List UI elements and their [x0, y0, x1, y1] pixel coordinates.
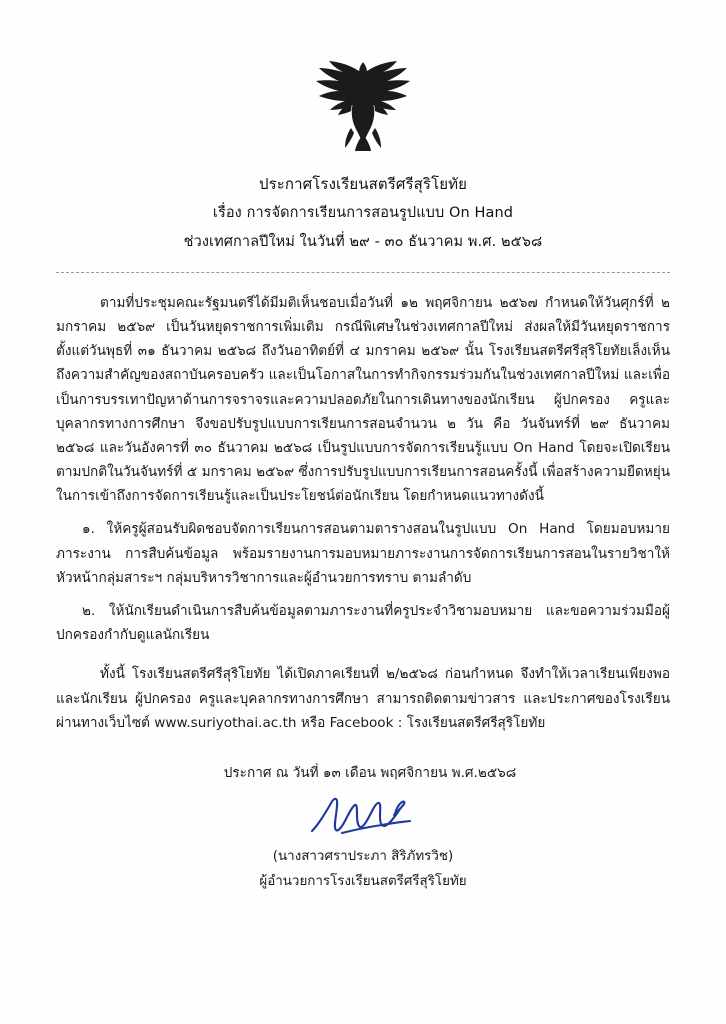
dashed-divider — [56, 272, 670, 273]
paragraph-intro: ตามที่ประชุมคณะรัฐมนตรีได้มีมติเห็นชอบเมื่อวันที่ ๑๒ พฤศจิกายน ๒๕๖๗ กำหนดให้วันศุกร์ที่ ๒ มกราคม ๒๕๖๙ เป็นวันหยุดราชการเพิ่มเติม กรณีพิเศษในช่วงเทศกาลปีใหม่ ส่งผลให้มีวันหยุดราชการตั้งแต่วันพุธที่ ๓๑ ธันวาคม ๒๕๖๘ ถึงวันอาทิตย์ที่ ๔ มกราคม ๒๕๖๙ นั้น โรงเรียนสตรีศรีสุริโยทัยเล็งเห็นถึงความสำคัญของสถาบันครอบครัว และเป็นโอกาสในการทำกิจกรรมร่วมกันในช่วงเทศกาลปีใหม่ และเพื่อเป็นการบรรเทาปัญหาด้านการจราจรและความปลอดภัยในการเดินทางของนักเรียน ผู้ปกครอง ครูและบุคลากรทางการศึกษา จึงขอปรับรูปแบบการเรียนการสอนจำนวน ๒ วัน คือ วันจันทร์ที่ ๒๙ ธันวาคม ๒๕๖๘ และวันอังคารที่ ๓๐ ธันวาคม ๒๕๖๘ เป็นรูปแบบการจัดการเรียนรู้แบบ On Hand โดยจะเปิดเรียนตามปกติในวันจันทร์ที่ ๕ มกราคม ๒๕๖๙ ซึ่งการปรับรูปแบบการเรียนการสอนครั้งนี้ เพื่อสร้างความยืดหยุ่นในการเข้าถึงการจัดการเรียนรู้และเป็นประโยชน์ต่อนักเรียน โดยกำหนดแนวทางดังนี้ — [56, 294, 670, 505]
signer-title: ผู้อำนวยการโรงเรียนสตรีศรีสุริโยทัย — [259, 873, 467, 889]
announcement-date: ประกาศ ณ วันที่ ๑๓ เดือน พฤศจิกายน พ.ศ.๒๕๖๘ — [223, 764, 517, 781]
heading-line-3: ช่วงเทศกาลปีใหม่ ในวันที่ ๒๙ - ๓๐ ธันวาคม พ.ศ. ๒๕๖๘ — [183, 233, 543, 250]
paragraph-item-2: ๒. ให้นักเรียนดำเนินการสืบค้นข้อมูลตามภาระงานที่ครูประจำวิชามอบหมาย และขอความร่วมมือผู้ปกครองกำกับดูแลนักเรียน — [56, 603, 670, 644]
handwritten-signature-icon — [298, 785, 428, 843]
paragraph-closing: ทั้งนี้ โรงเรียนสตรีศรีสุริโยทัย ได้เปิดภาคเรียนที่ ๒/๒๕๖๘ ก่อนกำหนด จึงทำให้เวลาเรียนเพียงพอ และนักเรียน ผู้ปกครอง ครูและบุคลากรทางการศึกษา สามารถติดตามข่าวสาร และประกาศของโรงเรียน ผ่านทางเว็บไซต์ www.suriyothai.ac.th หรือ Facebook : โรงเรียนสตรีศรีสุริโยทัย — [56, 666, 670, 731]
signature-area — [56, 783, 670, 845]
signature-block — [56, 761, 670, 895]
signer-name: (นางสาวศราประภา สิริภัทรวิช) — [272, 848, 454, 864]
document-body — [56, 291, 670, 735]
garuda-emblem-icon — [305, 56, 421, 152]
heading-line-2: เรื่อง การจัดการเรียนการสอนรูปแบบ On Hand — [212, 205, 514, 222]
emblem-container — [56, 0, 670, 152]
heading-line-1: ประกาศโรงเรียนสตรีศรีสุริโยทัย — [259, 175, 467, 193]
paragraph-item-1: ๑. ให้ครูผู้สอนรับผิดชอบจัดการเรียนการสอนตามตารางสอนในรูปแบบ On Hand โดยมอบหมายภาระงาน การสืบค้นข้อมูล พร้อมรายงานการมอบหมายภาระงานการจัดการเรียนการสอนในรายวิชาให้หัวหน้ากลุ่มสาระฯ กลุ่มบริหารวิชาการและผู้อำนวยการทราบ ตามลำดับ — [56, 521, 670, 586]
document-heading — [56, 170, 670, 256]
